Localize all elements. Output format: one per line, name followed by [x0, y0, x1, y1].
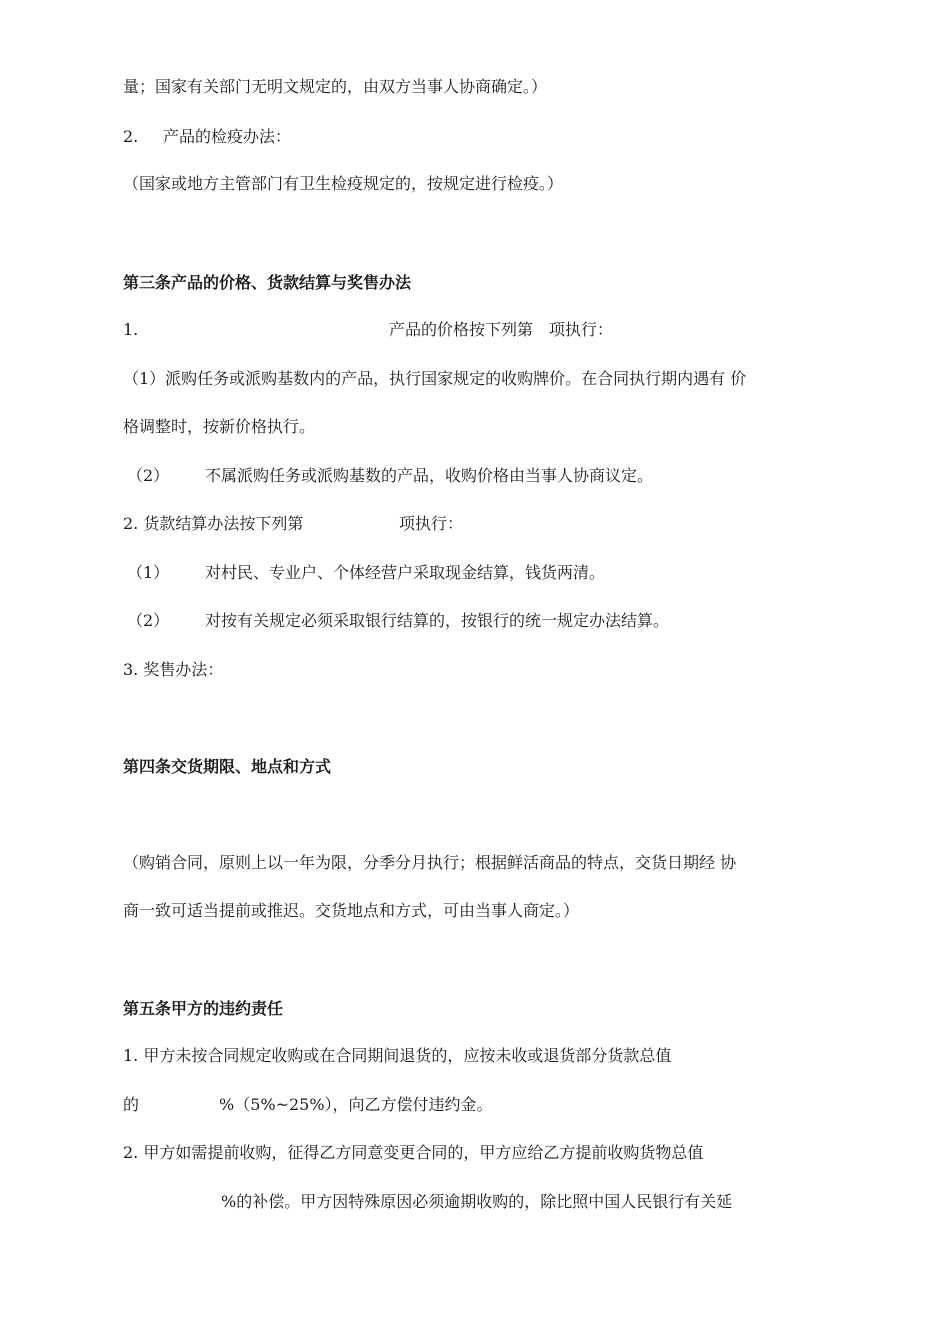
paragraph-line: （国家或地方主管部门有卫生检疫规定的，按规定进行检疫。）: [123, 174, 564, 193]
list-text-continued: 项执行：: [399, 514, 464, 533]
paragraph-text: 的: [123, 1095, 140, 1114]
list-text: 对按有关规定必须采取银行结算的，按银行的统一规定办法结算。: [205, 611, 670, 630]
section-heading-article-3: 第三条产品的价格、货款结算与奖售办法: [123, 273, 412, 292]
section-heading-article-5: 第五条甲方的违约责任: [123, 999, 284, 1018]
paragraph-line: 量；国家有关部门无明文规定的，由双方当事人协商确定。）: [123, 77, 548, 96]
paragraph-line: 格调整时，按新价格执行。: [123, 417, 316, 436]
list-number: （2）: [127, 611, 170, 630]
paragraph-line: 商一致可适当提前或推迟。交货地点和方式，可由当事人商定。）: [123, 901, 580, 920]
paragraph-line-compensation: [123, 1191, 733, 1257]
list-text: 不属派购任务或派购基数的产品，收购价格由当事人协商议定。: [205, 466, 654, 485]
list-text: 对村民、专业户、个体经营户采取现金结算，钱货两清。: [205, 563, 606, 582]
list-number: （2）: [127, 466, 170, 485]
list-number: 2.: [123, 127, 139, 146]
section-heading-article-4: 第四条交货期限、地点和方式: [123, 757, 332, 776]
paragraph-line: （购销合同，原则上以一年为限，分季分月执行；根据鲜活商品的特点，交货日期经 协: [123, 853, 737, 872]
paragraph-line: 1. 甲方未按合同规定收购或在合同期间退货的，应按未收或退货部分货款总值: [123, 1046, 672, 1065]
list-text: 产品的检疫办法：: [163, 127, 292, 146]
paragraph-text: %的补偿。甲方因特殊原因必须逾期收购的，除比照中国人民银行有关延: [221, 1192, 733, 1211]
list-number: （1）: [127, 563, 170, 582]
list-number: 1.: [123, 320, 139, 339]
list-item-inspection: [123, 126, 292, 214]
paragraph-line: （1）派购任务或派购基数内的产品，执行国家规定的收购牌价。在合同执行期内遇有 价: [123, 369, 747, 388]
list-text: 产品的价格按下列第 项执行：: [389, 320, 614, 339]
paragraph-line: 2. 甲方如需提前收购，征得乙方同意变更合同的，甲方应给乙方提前收购货物总值: [123, 1143, 704, 1162]
list-item-reward: 3. 奖售办法：: [123, 660, 224, 679]
paragraph-text-continued: %（5%~25%），向乙方偿付违约金。: [219, 1095, 493, 1114]
list-text: 2. 货款结算办法按下列第: [123, 514, 304, 533]
